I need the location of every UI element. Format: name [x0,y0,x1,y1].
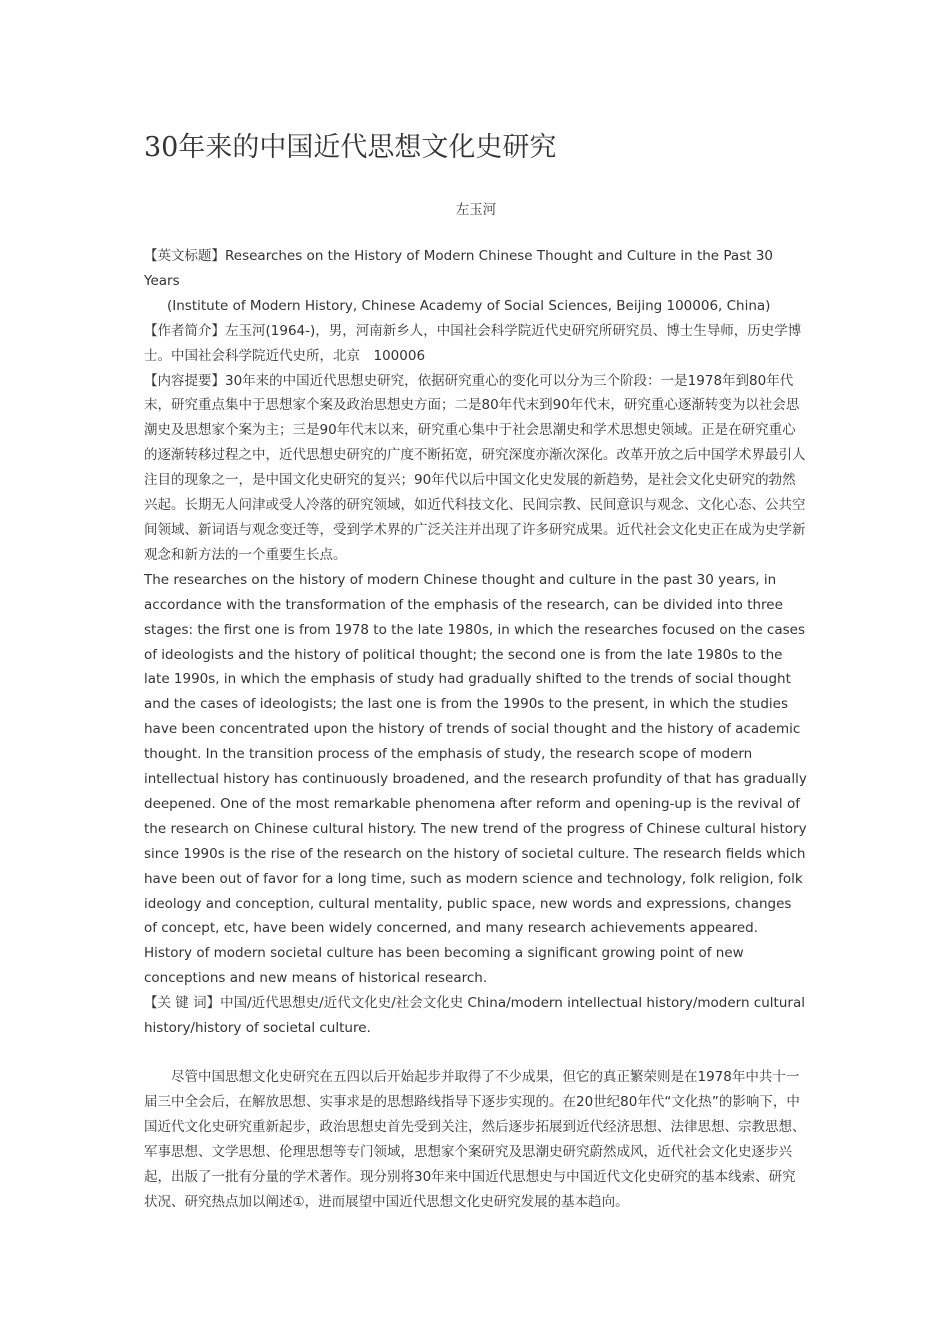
article-title: 30年来的中国近代思想文化史研究 [144,132,557,163]
english-title-label: 【英文标题】 [144,248,225,264]
keywords: 中国/近代思想史/近代文化史/社会文化史 China/modern intellectual history/modern cultural history/history of societal culture. [144,995,805,1037]
keywords-line [144,991,808,1041]
author-bio-line [144,319,808,369]
article-author: 左玉河 [455,202,497,218]
english-title-line [144,244,808,294]
author-bio: 左玉河(1964-)，男，河南新乡人，中国社会科学院近代史研究所研究员、博士生导师，历史学博士。中国社会科学院近代史所，北京 100006 [144,322,802,364]
body-paragraph: 尽管中国思想文化史研究在五四以后开始起步并取得了不少成果，但它的真正繁荣则是在1978年中共十一届三中全会后，在解放思想、实事求是的思想路线指导下逐步实现的。在20世纪80年代“文化热”的影响下，中国近代文化史研究重新起步，政治思想史首先受到关注，然后逐步拓展到近代经济思想、法律思想、宗教思想、军事思想、文学思想、伦理思想等专门领域，思想家个案研究及思潮史研究蔚然成风，近代社会文化史逐步兴起，出版了一批有分量的学术著作。现分别将30年来中国近代思想史与中国近代文化史研究的基本线索、研究状况、研究热点加以阐述①，进而展望中国近代思想文化史研究发展的基本趋向。 [144,1069,806,1210]
english-title: Researches on the History of Modern Chinese Thought and Culture in the Past 30 Years [144,248,773,289]
abstract-label: 【内容提要】 [144,372,225,389]
abstract-en: The researches on the history of modern Chinese thought and culture in the past 30 years, in accordance with the transformation of the emphasis of the research, can be divided into three stages: the first one is from 1978 to the late 1980s, in which the researches focused on the cases of ideologists and the history of political thought; the second one is from the late 1980s to the late 1990s, in which the emphasis of study had gradually shifted to the trends of social thought and the cases of ideologists; the last one is from the 1990s to the present, in which the studies have been concentrated upon the history of trends of social thought and the history of academic thought. In the transition process of the emphasis of study, the research scope of modern intellectual history has continuously broadened, and the research profundity of that has gradually deepened. One of the most remarkable phenomena after reform and opening-up is the revival of the research on Chinese cultural history. The new trend of the progress of Chinese cultural history since 1990s is the rise of the research on the history of societal culture. The research fields which have been out of favor for a long time, such as modern science and technology, folk religion, folk ideology and conception, cultural mentality, public space, new words and expressions, changes of concept, etc, have been widely concerned, and many research achievements appeared. History of modern societal culture has been becoming a significant growing point of new conceptions and new means of historical research. [144,571,807,987]
article-metadata [144,244,808,1041]
abstract-cn: 30年来的中国近代思想史研究，依据研究重心的变化可以分为三个阶段：一是1978年到80年代末，研究重点集中于思想家个案及政治思想史方面；二是80年代末到90年代末，研究重心逐渐转变为以社会思潮史及思想家个案为主；三是90年代末以来，研究重心集中于社会思潮史和学术思想史领域。正是在研究重心的逐渐转移过程之中，近代思想史研究的广度不断拓宽，研究深度亦渐次深化。改革开放之后中国学术界最引人注目的现象之一，是中国文化史研究的复兴；90年代以后中国文化史发展的新趋势，是社会文化史研究的勃然兴起。长期无人问津或受人冷落的研究领域，如近代科技文化、民间宗教、民间意识与观念、文化心态、公共空间领域、新词语与观念变迁等，受到学术界的广泛关注并出现了许多研究成果。近代社会文化史正在成为史学新观念和新方法的一个重要生长点。 [144,372,806,563]
institution-line: (Institute of Modern History, Chinese Academy of Social Sciences, Beijing 100006, China) [167,297,771,314]
abstract-cn-line [144,369,808,568]
author-bio-label: 【作者简介】 [144,322,225,339]
keywords-label: 【关 键 词】 [144,995,221,1012]
